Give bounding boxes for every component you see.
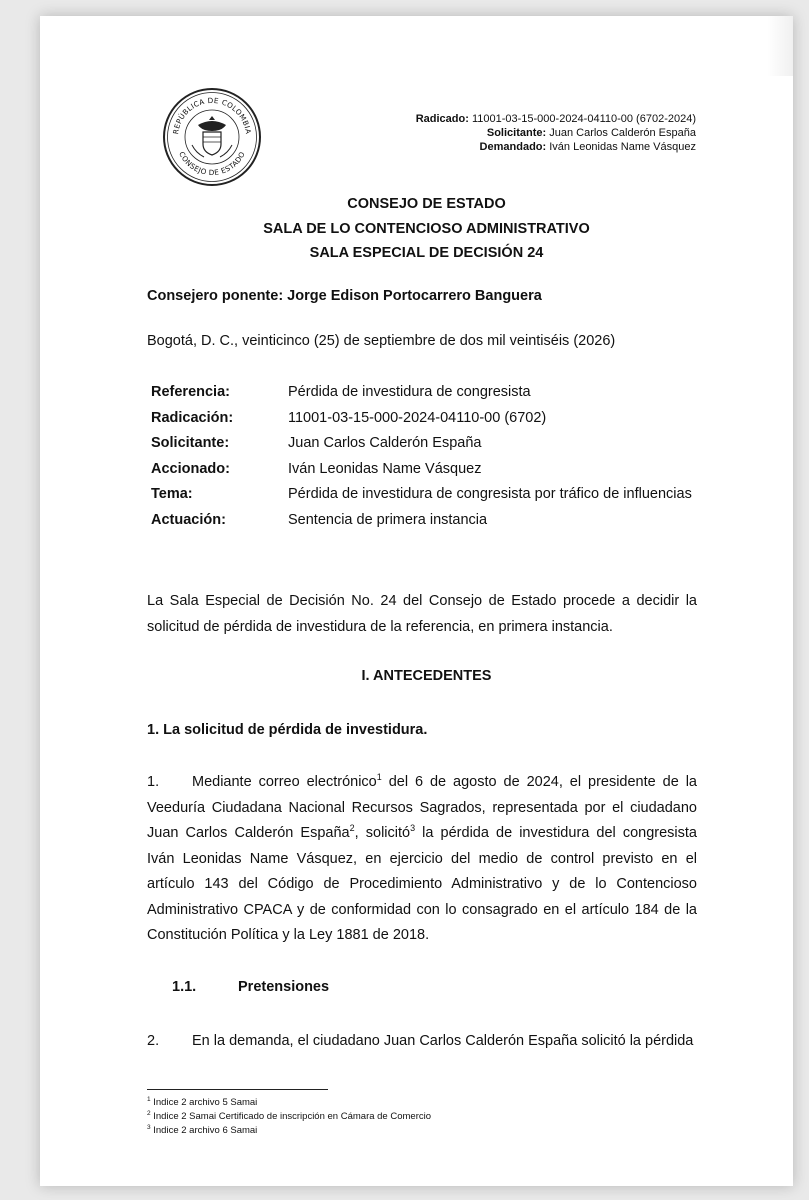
reference-table: [147, 380, 697, 533]
paragraph-2: 2. En la demanda, el ciudadano Juan Carlos Calderón España solicitó la pérdida: [147, 1029, 697, 1055]
title-line-1: CONSEJO DE ESTADO: [347, 196, 506, 212]
footnote-ref: 3: [410, 823, 416, 834]
table-row: [147, 482, 697, 508]
tema-label: Tema:: [151, 486, 193, 502]
actuacion-value: Sentencia de primera instancia: [288, 511, 488, 528]
table-row: [147, 380, 697, 406]
footnotes: [147, 1094, 431, 1136]
case-header: [416, 112, 696, 154]
seal-bottom-text: CONSEJO DE ESTADO: [177, 150, 247, 178]
demandado-value: Iván Leonidas Name Vásquez: [549, 141, 696, 153]
subsection-pretensiones: [172, 979, 329, 995]
reference-label: Referencia:: [151, 384, 230, 400]
footnote: $^3$ Indice 2 archivo 6 Samai: [147, 1124, 258, 1137]
footnote: $^2$ Indice 2 Samai Certificado de inscripción en Cámara de Comercio: [147, 1110, 432, 1123]
seal-top-text: REPÚBLICA DE COLOMBIA: [171, 95, 253, 135]
radicacion-value: 11001-03-15-000-2024-04110-00 (6702): [288, 409, 547, 426]
accionado-label: Accionado:: [151, 460, 230, 477]
actuacion-label: Actuación:: [151, 511, 226, 528]
radicado-value: 11001-03-15-000-2024-04110-00 (6702-2024): [471, 113, 696, 125]
paragraph-number: 2.: [147, 1033, 160, 1049]
subsection-title: 1. La solicitud de pérdida de investidura.: [147, 722, 428, 738]
footnote: $^1$ Indice 2 archivo 5 Samai: [147, 1096, 258, 1109]
date-line: Bogotá, D. C., veinticinco (25) de septiembre de dos mil veintiséis (2026): [147, 333, 616, 349]
court-titles: [80, 192, 773, 266]
subsection-label: Pretensiones: [238, 979, 330, 995]
reference-value: Pérdida de investidura de congresista: [288, 384, 531, 400]
title-line-3: SALA ESPECIAL DE DECISIÓN 24: [309, 245, 544, 261]
solicitante-label: Solicitante:: [151, 435, 230, 451]
svg-text:CONSEJO DE ESTADO: [177, 150, 247, 177]
table-row: [147, 457, 697, 483]
section-title: I. ANTECEDENTES: [361, 668, 492, 684]
table-row: [147, 508, 697, 534]
radicacion-label: Radicación:: [151, 409, 234, 426]
footnote-ref: 1: [376, 772, 382, 783]
solicitante-line: Solicitante: Juan Carlos Calderón España: [486, 127, 696, 139]
page-fold-shadow: [767, 16, 793, 76]
consejero-ponente: Consejero ponente: Jorge Edison Portocarrero Banguera: [147, 288, 542, 304]
footnote-divider: [147, 1089, 328, 1090]
title-line-2: SALA DE LO CONTENCIOSO ADMINISTRATIVO: [263, 220, 590, 237]
solicitante-value: Juan Carlos Calderón España: [549, 127, 696, 139]
paragraph-1: 1. Mediante correo electrónico$^1$ del 6 de agosto de 2024, el presidente de la Veeduría Ciudadana Nacional Recursos Sagrados, representada por el ciudadano Juan Carlos Calderón España$^2$, solicitó$^3$ la pérdida de investidura del congresista Iván Leonidas Name Vásquez, en ejercicio del medio de control previsto en el artículo 143 del Código de Procedimiento Administrativo y de lo Contencioso Administrativo CPACA y de conformidad con lo consagrado en el artículo 184 de la Constitución Política y la Ley 1881 de 2018.: [147, 770, 697, 949]
radicado-line: Radicado: 11001-03-15-000-2024-04110-00 (6702-2024): [415, 113, 696, 125]
accionado-value: Iván Leonidas Name Vásquez: [288, 460, 482, 477]
solicitante-value: Juan Carlos Calderón España: [288, 435, 482, 451]
consejo-de-estado-seal-icon: [162, 87, 262, 187]
footnote-ref: 2: [349, 823, 355, 834]
table-row: [147, 431, 697, 457]
subsection-number: 1.1.: [172, 979, 197, 995]
paragraph-number: 1.: [147, 774, 160, 790]
intro-paragraph: La Sala Especial de Decisión No. 24 del Consejo de Estado procede a decidir la solicitud de pérdida de investidura de la referencia, en primera instancia.: [147, 593, 697, 635]
demandado-line: Demandado: Iván Leonidas Name Vásquez: [479, 141, 696, 153]
document-page: [40, 16, 793, 1186]
table-row: [147, 406, 697, 432]
tema-value: Pérdida de investidura de congresista por tráfico de influencias: [288, 486, 692, 502]
